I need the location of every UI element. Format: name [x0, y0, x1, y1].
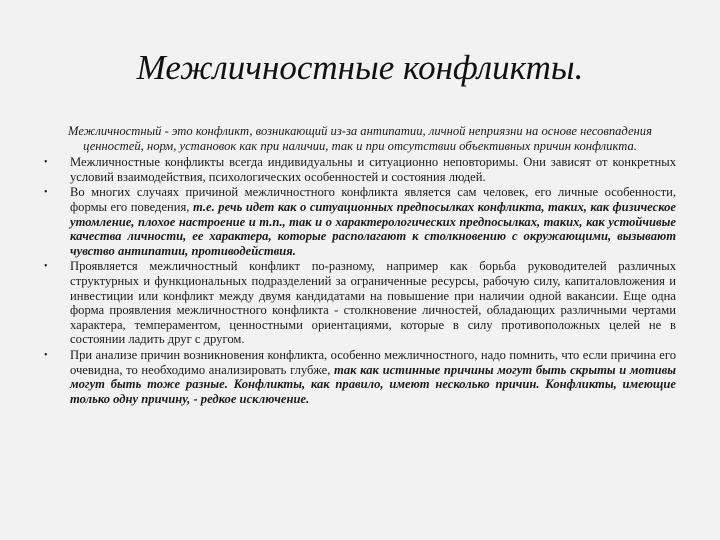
slide-content	[44, 124, 676, 407]
list-item	[44, 259, 676, 347]
bullet-icon: •	[44, 349, 48, 361]
point-text: Межличностные конфликты всегда индивидуальны и ситуационно неповторимы. Они зависят от конкретных условий взаимодействия, психологических особенностей и состояния людей.	[70, 155, 676, 184]
bullet-icon: •	[44, 187, 48, 199]
point-text: Проявляется межличностный конфликт по-разному, например как борьба руководителей различных структурных и функциональных подразделений за ограниченные ресурсы, рабочую силу, капиталовложения и инвестиции или конфликт между двумя кандидатами на повышение при наличии одной вакансии. Еще одна форма проявления межличностного конфликта - столкновение личностей, обладающих различными чертами характера, темпераментом, ценностными ориентациями, которые в силу противоположных целей не в состоянии ладить друг с другом.	[70, 259, 676, 347]
list-item	[44, 155, 676, 184]
slide-title: Межличностные конфликты.	[136, 48, 584, 87]
list-item	[44, 348, 676, 406]
list-item	[44, 185, 676, 258]
point-text: Во многих случаях причиной межличностного конфликта является сам человек, его личные особенности, формы его поведения,	[70, 185, 676, 214]
point-emphasis-text: так как истинные причины могут быть скрыты и мотивы могут быть тоже разные. Конфликты, как правило, имеют несколько причин. Конфликты, имеющие только одну причину, - редкое исключение.	[70, 362, 677, 406]
bullet-icon: •	[44, 157, 48, 169]
bullet-list	[44, 155, 676, 406]
point-emphasis-text: т.е. речь идет как о ситуационных предпосылках конфликта, таких, как физическое утомление, плохое настроение и т.п., так и о характерологических предпосылках, таких, как устойчивые качества личности, ее характера, которые располагают к столкновению с окружающими, вызывают чувство антипатии, противодействия.	[70, 199, 676, 258]
definition-text: Межличностный - это конфликт, возникающий из-за антипатии, личной неприязни на основе несовпадения ценностей, норм, установок как при наличии, так и при отсутствии объективных причин конфликта.	[68, 124, 652, 153]
bullet-icon: •	[44, 261, 48, 273]
point-text: При анализе причин возникновения конфликта, особенно межличностного, надо помнить, что если причина его очевидна, то необходимо анализировать глубже,	[70, 347, 676, 377]
